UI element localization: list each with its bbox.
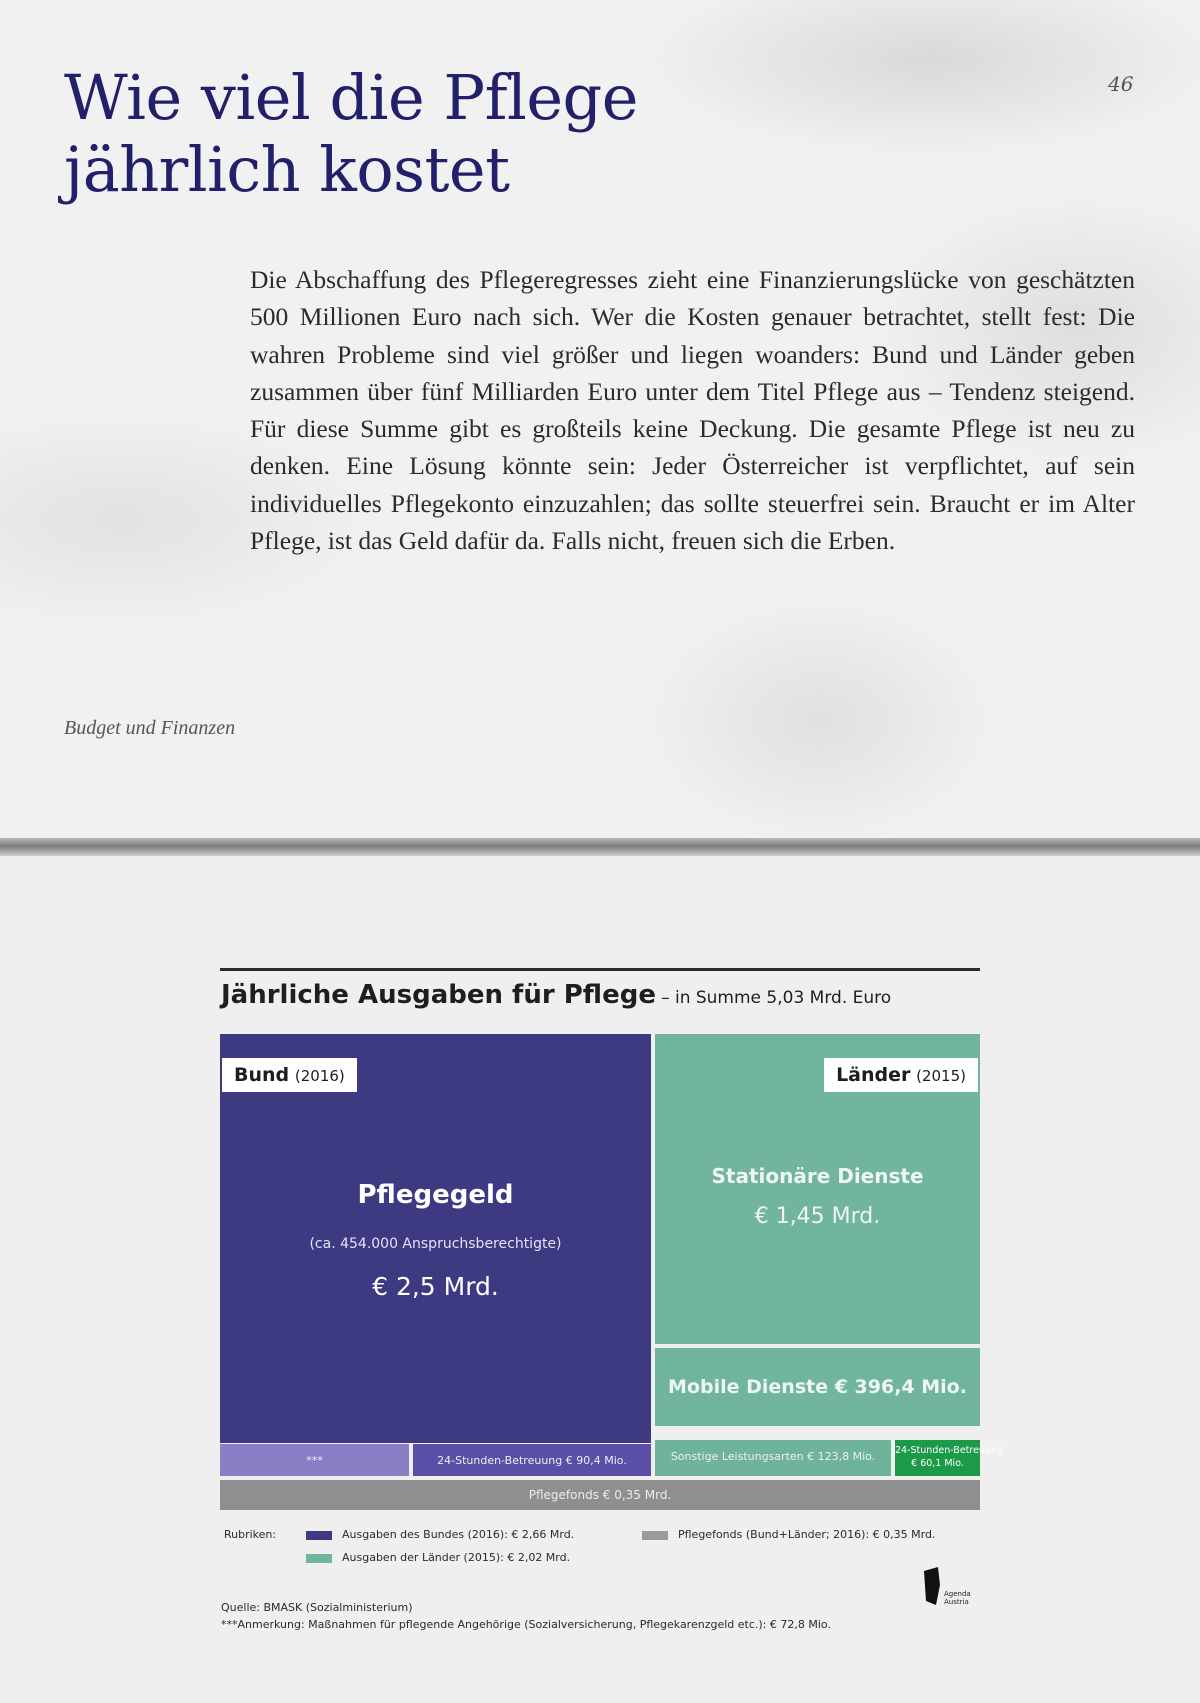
legend-item-laender xyxy=(306,1551,570,1564)
footnote-text: ***Anmerkung: Maßnahmen für pflegende Angehörige (Sozialversicherung, Pflegekarenzgeld etc.): € 72,8 Mio. xyxy=(221,1618,831,1631)
legend-label-laender: Ausgaben der Länder (2015): € 2,02 Mrd. xyxy=(342,1551,571,1564)
logo-text-line-2: Austria xyxy=(944,1598,969,1606)
legend-label-bund: Ausgaben des Bundes (2016): € 2,66 Mrd. xyxy=(342,1528,575,1541)
logo-text-line-1: Agenda xyxy=(944,1590,971,1598)
chart-subtitle: – in Summe 5,03 Mrd. Euro xyxy=(661,988,892,1008)
pflegegeld-name: Pflegegeld xyxy=(357,1180,514,1210)
legend-swatch-laender xyxy=(306,1554,332,1563)
pflegegeld-note: (ca. 454.000 Anspruchsberechtigte) xyxy=(309,1236,562,1252)
treemap-cell-laender-sonstige xyxy=(655,1440,891,1476)
legend-swatch-bund xyxy=(306,1531,332,1540)
section-label: Budget und Finanzen xyxy=(64,717,236,739)
chart-top-rule xyxy=(220,968,980,971)
chart-source xyxy=(221,1599,831,1633)
treemap-cell-bund-angehoerige xyxy=(220,1444,409,1476)
legend-label-fonds: Pflegefonds (Bund+Länder; 2016): € 0,35 Mrd. xyxy=(678,1528,936,1541)
pflegefonds-label: Pflegefonds € 0,35 Mrd. xyxy=(528,1488,672,1502)
stationaere-value: € 1,45 Mrd. xyxy=(754,1204,881,1229)
legend-swatch-fonds xyxy=(642,1531,668,1540)
laender-24h-label-2: € 60,1 Mio. xyxy=(911,1458,964,1469)
logo-text xyxy=(944,1590,971,1606)
page-number: 46 xyxy=(1108,72,1134,96)
page-title xyxy=(64,62,764,206)
legend-item-bund xyxy=(306,1528,574,1541)
treemap-cell-pflegegeld xyxy=(220,1034,651,1443)
chart-title-text: Jährliche Ausgaben für Pflege xyxy=(221,980,656,1010)
bund-label-name: Bund xyxy=(234,1064,290,1086)
laender-label-year: (2015) xyxy=(916,1067,966,1085)
body-paragraph: Die Abschaffung des Pflegeregresses zieht eine Finanzierungslücke von geschätzten 500 Millionen Euro nach sich. Wer die Kosten genauer betrachtet, stellt fest: Die wahren Probleme sind viel größer und liegen woanders: Bund und Länder geben zusammen über fünf Milliarden Euro unter dem Titel Pflege aus – Tendenz steigend. Für diese Summe gibt es großteils keine Deckung. Die gesamte Pflege ist neu zu denken. Eine Lösung könnte sein: Jeder Österreicher ist verpflichtet, auf sein individuelles Pflegekonto einzuzahlen; das sollte steuerfrei sein. Braucht er im Alter Pflege, ist das Geld dafür da. Falls nicht, freuen sich die Erben. xyxy=(250,265,1135,556)
treemap-chart xyxy=(220,1034,1004,1510)
bund-24h-label: 24-Stunden-Betreuung € 90,4 Mio. xyxy=(437,1454,627,1467)
chart-title xyxy=(221,980,891,1010)
stationaere-name: Stationäre Dienste xyxy=(711,1164,924,1188)
page-fold xyxy=(0,838,1200,856)
legend-title: Rubriken: xyxy=(224,1528,277,1541)
treemap-cell-mobile-dienste xyxy=(655,1348,980,1426)
treemap-cell-bund-24h xyxy=(413,1444,651,1476)
bund-label-year: (2016) xyxy=(294,1067,345,1085)
treemap-cell-stationaere-dienste xyxy=(655,1034,980,1344)
source-text: Quelle: BMASK (Sozialministerium) xyxy=(221,1601,413,1614)
laender-label xyxy=(824,1058,978,1092)
legend-item-fonds xyxy=(642,1528,935,1541)
treemap-cell-pflegefonds xyxy=(220,1480,980,1510)
laender-label-name: Länder xyxy=(836,1064,911,1086)
title-line-2: jährlich kostet xyxy=(64,133,510,206)
pflegegeld-value: € 2,5 Mrd. xyxy=(372,1272,499,1301)
bund-label xyxy=(222,1058,357,1092)
treemap-cell-laender-24h xyxy=(895,1440,1004,1476)
laender-24h-label-1: 24-Stunden-Betreuung xyxy=(895,1445,1004,1456)
title-line-1: Wie viel die Pflege xyxy=(64,61,638,134)
mobile-dienste-label: Mobile Dienste € 396,4 Mio. xyxy=(668,1376,967,1398)
laender-sonstige-label: Sonstige Leistungsarten € 123,8 Mio. xyxy=(670,1450,876,1463)
bund-angehoerige-label: *** xyxy=(306,1454,323,1467)
